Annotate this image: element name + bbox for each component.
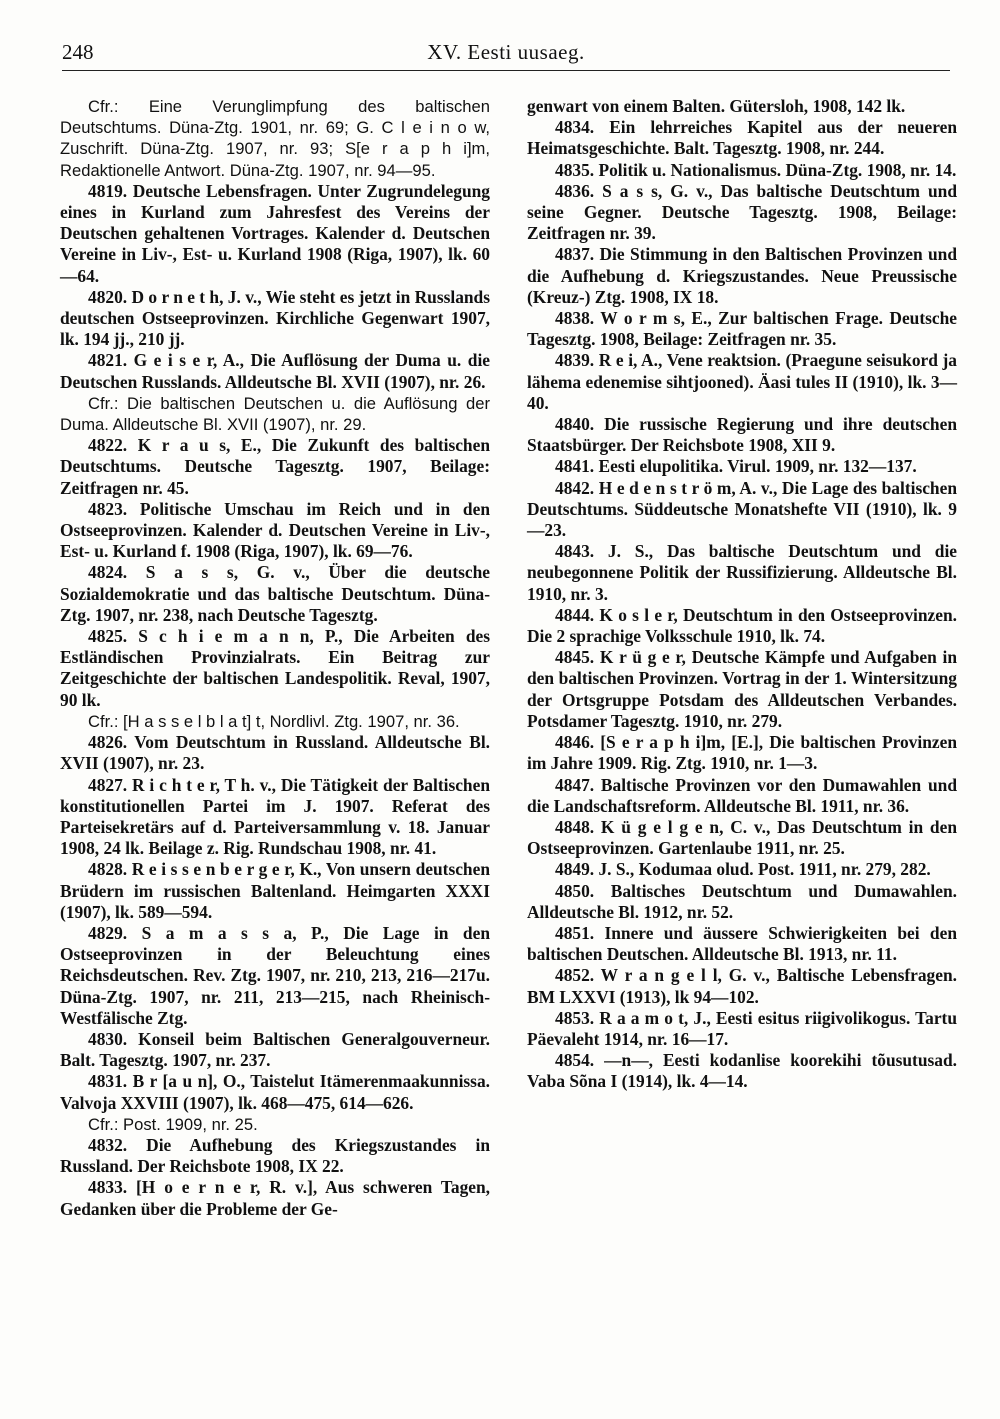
left-cfr-note: Cfr.: Eine Verunglimpfung des baltischen Deutschtums. Düna-Ztg. 1901, nr. 69; G. C l e i n o w, Zuschrift. Düna-Ztg. 1907, nr. 93; S[e r a p h i]m, Redaktionelle Antwort. Düna-Ztg. 1907, nr. 94—95.	[60, 97, 490, 180]
left-bibliography-entry: 4822. K r a u s, E., Die Zukunft des baltischen Deutschtums. Deutsche Tagesztg. 1907, Beilage: Zeitfragen nr. 45.	[60, 435, 490, 498]
left-bibliography-entry: 4828. R e i s s e n b e r g e r, K., Von unsern deutschen Brüdern im russischen Baltenland. Heimgarten XXXI (1907), lk. 589—594.	[60, 859, 490, 922]
left-bibliography-entry: 4823. Politische Umschau im Reich und in den Ostseeprovinzen. Kalender d. Deutschen Vereine in Liv-, Est- u. Kurland f. 1908 (Riga, 1907), lk. 69—76.	[60, 498, 490, 562]
right-bibliography-entry: 4851. Innere und äussere Schwierigkeiten bei den baltischen Deutschen. Alldeutsche Bl. 1913, nr. 11.	[527, 922, 957, 965]
right-bibliography-entry: genwart von einem Balten. Gütersloh, 1908, 142 lk.	[527, 96, 906, 116]
right-bibliography-entry: 4844. K o s l e r, Deutschtum in den Ostseeprovinzen. Die 2 sprachige Volksschule 1910, lk. 74.	[527, 604, 957, 647]
right-bibliography-entry: 4841. Eesti elupolitika. Virul. 1909, nr. 132—137.	[555, 456, 917, 477]
right-bibliography-entry: 4834. Ein lehrreiches Kapitel aus der neueren Heimatsgeschichte. Balt. Tagesztg. 1908, nr. 244.	[527, 117, 957, 159]
left-column	[60, 96, 490, 1220]
right-bibliography-entry: 4842. H e d e n s t r ö m, A. v., Die Lage des baltischen Deutschtums. Süddeutsche Monatshefte VII (1910), lk. 9—23.	[527, 477, 957, 541]
left-bibliography-entry: 4829. S a m a s s a, P., Die Lage in den Ostseeprovinzen in der Beleuchtung eines Reichsdeutschen. Rev. Ztg. 1907, nr. 210, 213, 216—217u. Düna-Ztg. 1907, nr. 211, 213—215, nach Rheinisch-Westfälische Ztg.	[60, 922, 490, 1028]
right-bibliography-entry: 4843. J. S., Das baltische Deutschtum und die neubegonnene Politik der Russifizierung. Alldeutsche Bl. 1910, nr. 3.	[527, 541, 957, 604]
right-bibliography-entry: 4850. Baltisches Deutschtum und Dumawahlen. Alldeutsche Bl. 1912, nr. 52.	[527, 880, 957, 922]
right-bibliography-entry: 4839. R e i, A., Vene reaktsion. (Praegune seisukord ja lähema edenemise sihtjooned). Äasi tules II (1910), lk. 3—40.	[527, 350, 957, 413]
page-number: 248	[62, 40, 94, 64]
right-column	[527, 96, 957, 1093]
right-bibliography-entry: 4835. Politik u. Nationalismus. Düna-Ztg. 1908, nr. 14.	[555, 159, 957, 180]
left-bibliography-entry: 4833. [H o e r n e r, R. v.], Aus schweren Tagen, Gedanken über die Probleme der Ge-	[60, 1177, 490, 1219]
left-bibliography-entry: 4830. Konseil beim Baltischen Generalgouverneur. Balt. Tagesztg. 1907, nr. 237.	[60, 1028, 490, 1071]
left-bibliography-entry: 4831. B r [a u n], O., Taistelut Itämerenmaakunnissa. Valvoja XXVIII (1907), lk. 468—475, 614—626.	[60, 1071, 490, 1113]
right-bibliography-entry: 4845. K r ü g e r, Deutsche Kämpfe und Aufgaben in den baltischen Provinzen. Vortrag in der 1. Wintersitzung der Ortsgruppe Potsdam des Alldeutschen Verbandes. Potsdamer Tagesztg. 1910, nr. 279.	[527, 647, 957, 731]
right-bibliography-entry: 4840. Die russische Regierung und ihre deutschen Staatsbürger. Der Reichsbote 1908, XII 9.	[527, 414, 957, 456]
left-bibliography-entry: 4821. G e i s e r, A., Die Auflösung der Duma u. die Deutschen Russlands. Alldeutsche Bl. XVII (1907), nr. 26.	[60, 350, 490, 392]
right-bibliography-entry: 4849. J. S., Kodumaa olud. Post. 1911, nr. 279, 282.	[555, 859, 931, 880]
right-bibliography-entry: 4847. Baltische Provinzen vor den Dumawahlen und die Landschaftsreform. Alldeutsche Bl. 1911, nr. 36.	[527, 774, 957, 816]
right-bibliography-entry: 4846. [S e r a p h i]m, [E.], Die baltischen Provinzen im Jahre 1909. Rig. Ztg. 1910, nr. 1—3.	[527, 732, 957, 774]
right-bibliography-entry: 4853. R a a m o t, J., Eesti esitus riigivolikogus. Tartu Päevaleht 1914, nr. 16—17.	[527, 1007, 957, 1049]
page-title: XV. Eesti uusaeg.	[427, 40, 585, 64]
right-bibliography-entry: 4854. —n—, Eesti kodanlise koorekihi tõusutusad. Vaba Sõna I (1914), lk. 4—14.	[527, 1050, 957, 1092]
left-bibliography-entry: 4825. S c h i e m a n n, P., Die Arbeiten des Estländischen Provinzialrats. Ein Beitrag zur Zeitgeschichte der baltischen Landespolitik. Reval, 1907, 90 lk.	[60, 626, 490, 710]
left-cfr-note: Cfr.: Die baltischen Deutschen u. die Auflösung der Duma. Alldeutsche Bl. XVII (1907), nr. 29.	[60, 393, 490, 435]
left-bibliography-entry: 4827. R i c h t e r, T h. v., Die Tätigkeit der Baltischen konstitutionellen Partei im J. 1907. Referat des Parteisekretärs auf d. Parteiversammlung v. 18. Januar 1908, 24 lk. Beilage z. Rig. Rundschau 1908, nr. 41.	[60, 774, 490, 859]
right-bibliography-entry: 4852. W r a n g e l l, G. v., Baltische Lebensfragen. BM LXXVI (1913), lk 94—102.	[527, 965, 957, 1007]
left-bibliography-entry: 4832. Die Aufhebung des Kriegszustandes in Russland. Der Reichsbote 1908, IX 22.	[60, 1134, 490, 1177]
page-header	[62, 36, 950, 71]
left-bibliography-entry: 4820. D o r n e t h, J. v., Wie steht es jetzt in Russlands deutschen Ostseeprovinzen. Kirchliche Gegenwart 1907, lk. 194 jj., 210 jj.	[60, 286, 490, 350]
left-bibliography-entry: 4824. S a s s, G. v., Über die deutsche Sozialdemokratie und das baltische Deutschtum. Düna-Ztg. 1907, nr. 238, nach Deutsche Tagesztg.	[60, 562, 490, 625]
left-cfr-note: Cfr.: [H a s s e l b l a t] t, Nordlivl. Ztg. 1907, nr. 36.	[88, 711, 460, 731]
right-bibliography-entry: 4848. K ü g e l g e n, C. v., Das Deutschtum in den Ostseeprovinzen. Gartenlaube 1911, nr. 25.	[527, 816, 957, 859]
left-bibliography-entry: 4826. Vom Deutschtum in Russland. Alldeutsche Bl. XVII (1907), nr. 23.	[60, 732, 490, 774]
left-cfr-note: Cfr.: Post. 1909, nr. 25.	[88, 1114, 258, 1134]
right-bibliography-entry: 4838. W o r m s, E., Zur baltischen Frage. Deutsche Tagesztg. 1908, Beilage: Zeitfragen nr. 35.	[527, 308, 957, 350]
right-bibliography-entry: 4837. Die Stimmung in den Baltischen Provinzen und die Aufhebung d. Kriegszustandes. Neue Preussische (Kreuz-) Ztg. 1908, IX 18.	[527, 244, 957, 307]
right-bibliography-entry: 4836. S a s s, G. v., Das baltische Deutschtum und seine Gegner. Deutsche Tagesztg. 1908, Beilage: Zeitfragen nr. 39.	[527, 180, 957, 244]
left-bibliography-entry: 4819. Deutsche Lebensfragen. Unter Zugrundelegung eines in Kurland zum Jahresfest des Vereins der Deutschen gehaltenen Vortrages. Kalender d. Deutschen Vereine in Liv-, Est- u. Kurland 1908 (Riga, 1907), lk. 60—64.	[60, 180, 490, 286]
